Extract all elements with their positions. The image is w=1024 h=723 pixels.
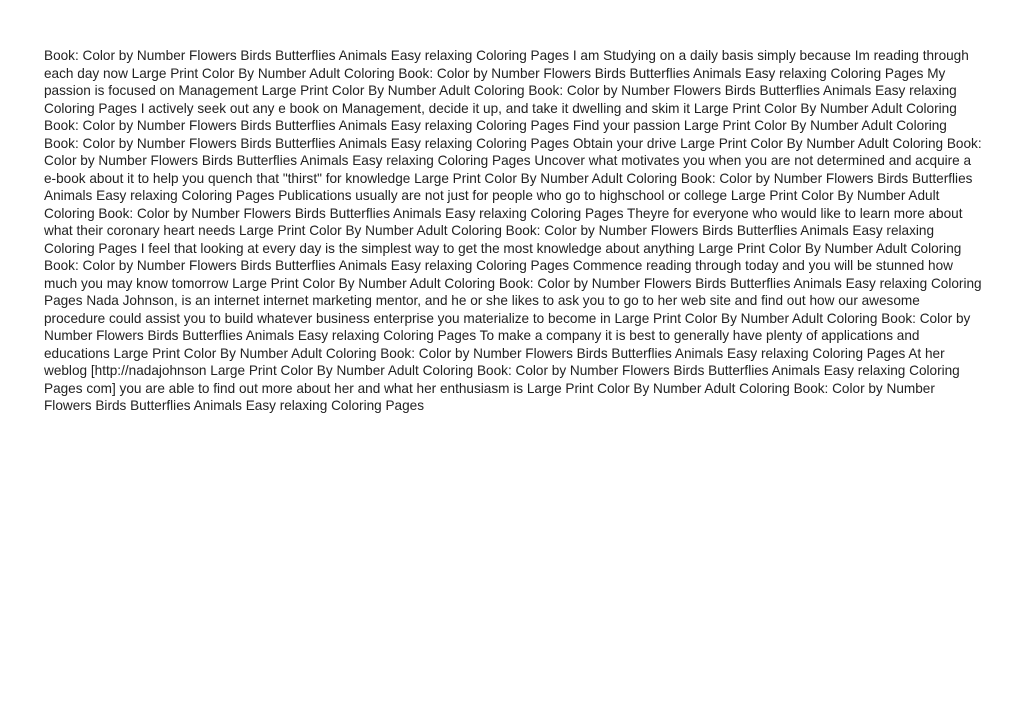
body-paragraph: Book: Color by Number Flowers Birds Butterflies Animals Easy relaxing Coloring Pages I am Studying on a daily basis simply because Im reading through each day now Large Print Color By Number Adult Coloring Book: Color by Number Flowers Birds Butterflies Animals Easy relaxing Coloring Pages My passion is focused on Management Large Print Color By Number Adult Coloring Book: Color by Number Flowers Birds Butterflies Animals Easy relaxing Coloring Pages I actively seek out any e book on Management, decide it up, and take it dwelling and skim it Large Print Color By Number Adult Coloring Book: Color by Number Flowers Birds Butterflies Animals Easy relaxing Coloring Pages Find your passion Large Print Color By Number Adult Coloring Book: Color by Number Flowers Birds Butterflies Animals Easy relaxing Coloring Pages Obtain your drive Large Print Color By Number Adult Coloring Book: Color by Number Flowers Birds Butterflies Animals Easy relaxing Coloring Pages Uncover what motivates you when you are not determined and acquire a e-book about it to help you quench that "thirst" for knowledge Large Print Color By Number Adult Coloring Book: Color by Number Flowers Birds Butterflies Animals Easy relaxing Coloring Pages Publications usually are not just for people who go to highschool or college Large Print Color By Number Adult Coloring Book: Color by Number Flowers Birds Butterflies Animals Easy relaxing Coloring Pages Theyre for everyone who would like to learn more about what their coronary heart needs Large Print Color By Number Adult Coloring Book: Color by Number Flowers Birds Butterflies Animals Easy relaxing Coloring Pages I feel that looking at every day is the simplest way to get the most knowledge about anything Large Print Color By Number Adult Coloring Book: Color by Number Flowers Birds Butterflies Animals Easy relaxing Coloring Pages Commence reading through today and you will be stunned how much you may know tomorrow Large Print Color By Number Adult Coloring Book: Color by Number Flowers Birds Butterflies Animals Easy relaxing Coloring Pages Nada Johnson, is an internet internet marketing mentor, and he or she likes to ask you to go to her web site and find out how our awesome procedure could assist you to build whatever business enterprise you materialize to become in Large Print Color By Number Adult Coloring Book: Color by Number Flowers Birds Butterflies Animals Easy relaxing Coloring Pages To make a company it is best to generally have plenty of applications and educations Large Print Color By Number Adult Coloring Book: Color by Number Flowers Birds Butterflies Animals Easy relaxing Coloring Pages At her weblog [http://nadajohnson Large Print Color By Number Adult Coloring Book: Color by Number Flowers Birds Butterflies Animals Easy relaxing Coloring Pages com] you are able to find out more about her and what her enthusiasm is Large Print Color By Number Adult Coloring Book: Color by Number Flowers Birds Butterflies Animals Easy relaxing Coloring Pages (44, 48, 982, 413)
